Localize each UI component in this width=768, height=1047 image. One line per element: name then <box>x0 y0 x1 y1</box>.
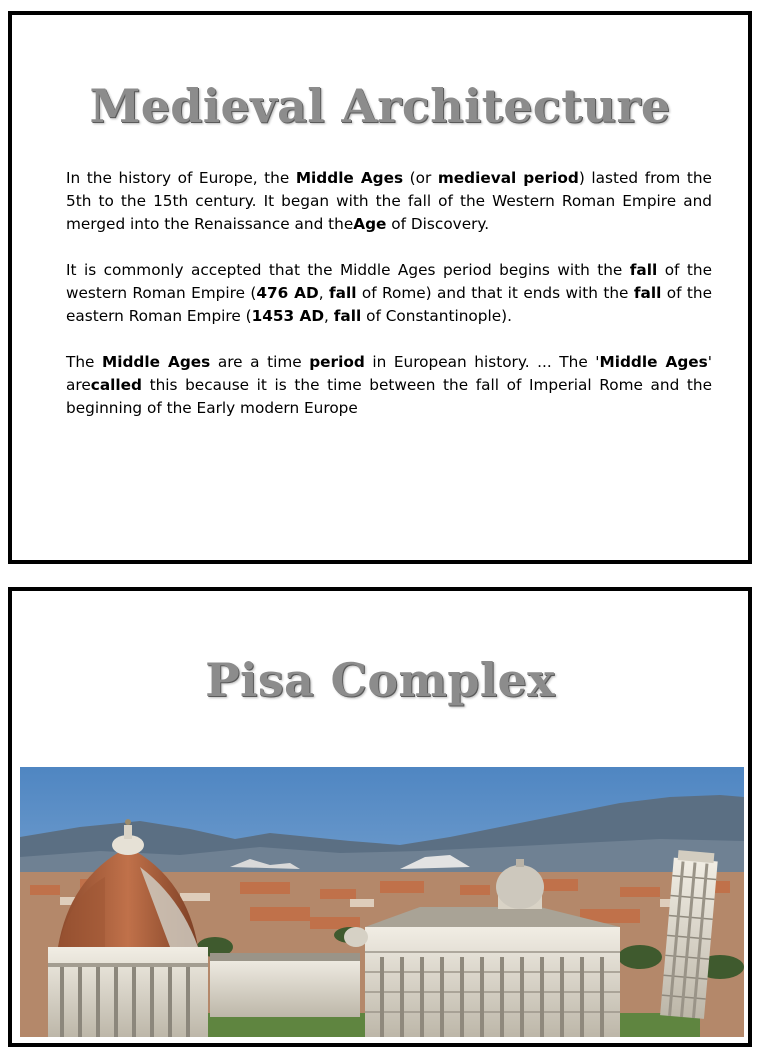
bold-text-run: Middle Ages <box>295 169 404 187</box>
bold-text-run: fall <box>633 284 662 302</box>
bold-text-run: 1453 AD <box>251 307 325 325</box>
slide-pisa-complex <box>8 587 752 1047</box>
text-run: , <box>318 284 329 302</box>
bold-text-run: medieval period <box>437 169 579 187</box>
bold-text-run: Age <box>353 215 387 233</box>
pisa-photo-illustration <box>20 767 744 1037</box>
bold-text-run: fall <box>333 307 362 325</box>
text-run: of Discovery. <box>386 215 490 233</box>
text-run: (or <box>403 169 438 187</box>
text-run: In the history of Europe, the <box>66 169 296 187</box>
bold-text-run: period <box>309 353 365 371</box>
paragraph-2 <box>66 259 712 328</box>
text-run: of the eastern Roman Empire ( <box>66 284 713 325</box>
text-run: of the western Roman Empire ( <box>66 261 712 302</box>
bold-text-run: 476 AD <box>256 284 319 302</box>
bold-text-run: fall <box>629 261 658 279</box>
bold-text-run: fall <box>329 284 357 302</box>
slide-medieval-architecture <box>8 11 752 564</box>
text-run: ) lasted from the 5th to the 15th century. It began with the fall of the Western Roman Empire and merged into the Renaissance and the <box>66 169 712 233</box>
slide-title: Pisa Complex <box>205 653 555 707</box>
text-run: It is commonly accepted that the Middle Ages period begins with the <box>66 261 630 279</box>
text-run: in European history. ... The ' <box>364 353 600 371</box>
bold-text-run: called <box>90 376 142 394</box>
text-run: this because it is the time between the fall of Imperial Rome and the beginning of the Early modern Europe <box>66 376 712 417</box>
text-run: ' are <box>66 353 712 394</box>
slide-body-text <box>66 167 712 443</box>
paragraph-3 <box>66 351 712 420</box>
bold-text-run: Middle Ages <box>102 353 211 371</box>
pisa-complex-photo <box>20 767 744 1037</box>
text-run: are a time <box>210 353 310 371</box>
text-run: The <box>66 353 103 371</box>
bold-text-run: Middle Ages <box>599 353 708 371</box>
text-run: of Rome) and that it ends with the <box>356 284 634 302</box>
paragraph-1 <box>66 167 712 236</box>
text-run: , <box>324 307 334 325</box>
slide-title: Medieval Architecture <box>89 79 671 133</box>
text-run: of Constantinople). <box>361 307 512 325</box>
